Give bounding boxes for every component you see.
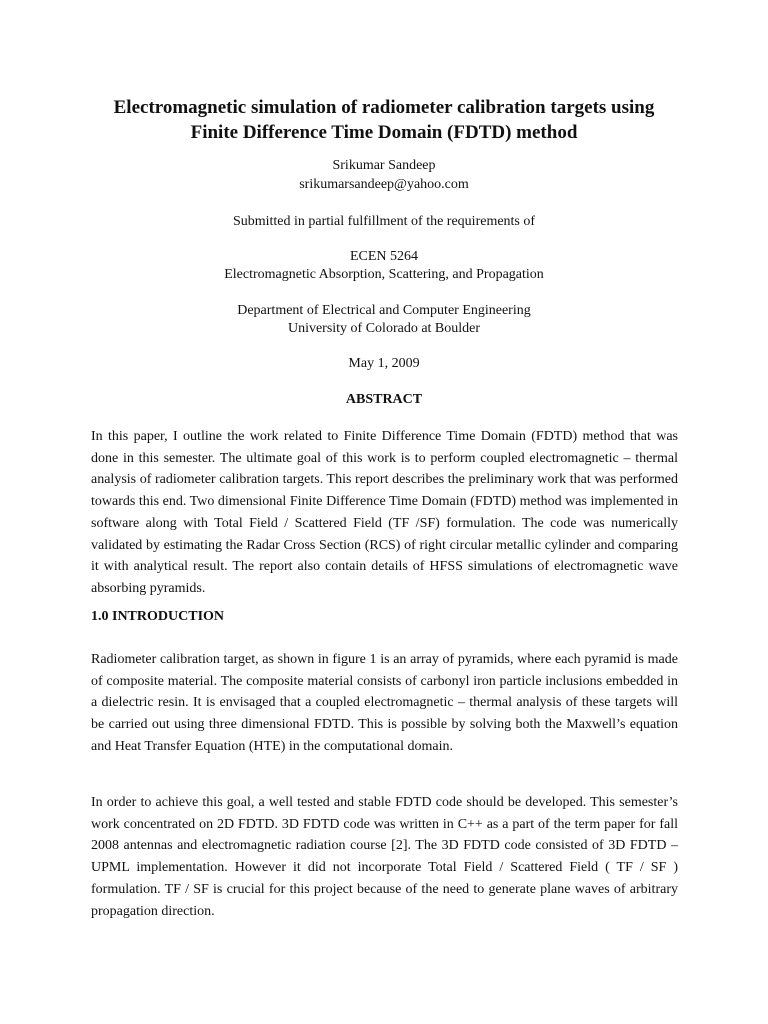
department: Department of Electrical and Computer Engineering [237, 303, 531, 318]
author-name: Srikumar Sandeep [332, 158, 436, 173]
introduction-heading: 1.0 INTRODUCTION [91, 609, 225, 624]
introduction-paragraph-1: Radiometer calibration target, as shown in figure 1 is an array of pyramids, where each pyramid is made of composite material. The composite material consists of carbonyl iron particle inclusions embedded in a dielectric resin. It is envisaged that a coupled electromagnetic – thermal analysis of these targets will be carried out using three dimensional FDTD. This is possible by solving both the Maxwell’s equation and Heat Transfer Equation (HTE) in the computational domain. [91, 652, 678, 754]
submission-date: May 1, 2009 [348, 356, 420, 371]
university: University of Colorado at Boulder [287, 321, 481, 336]
course-code: ECEN 5264 [349, 249, 419, 264]
author-email: srikumarsandeep@yahoo.com [299, 177, 469, 192]
abstract-heading: ABSTRACT [345, 392, 423, 407]
abstract-text: In this paper, I outline the work related to Finite Difference Time Domain (FDTD) method that was done in this semester. The ultimate goal of this work is to perform coupled electromagnetic – thermal analysis of radiometer calibration targets. This report describes the preliminary work that was performed towards this end. Two dimensional Finite Difference Time Domain (FDTD) method was implemented in software along with Total Field / Scattered Field (TF /SF) formulation. The code was numerically validated by estimating the Radar Cross Section (RCS) of right circular metallic cylinder and comparing it with analytical result. The report also contain details of HFSS simulations of electromagnetic wave absorbing pyramids. [91, 429, 678, 596]
paper-title [60, 95, 708, 145]
paper-title-line-1: Electromagnetic simulation of radiometer calibration targets using [113, 97, 655, 118]
course-name: Electromagnetic Absorption, Scattering, and Propagation [224, 267, 544, 282]
introduction-paragraph-2: In order to achieve this goal, a well tested and stable FDTD code should be developed. This semester’s work concentrated on 2D FDTD. 3D FDTD code was written in C++ as a part of the term paper for fall 2008 antennas and electromagnetic radiation course [2]. The 3D FDTD code consisted of 3D FDTD – UPML implementation. However it did not incorporate Total Field / Scattered Field ( TF / SF ) formulation. TF / SF is crucial for this project because of the need to generate plane waves of arbitrary propagation direction. [91, 795, 678, 919]
paper-title-line-2: Finite Difference Time Domain (FDTD) method [190, 122, 578, 143]
submission-statement: Submitted in partial fulfillment of the requirements of [232, 214, 536, 229]
